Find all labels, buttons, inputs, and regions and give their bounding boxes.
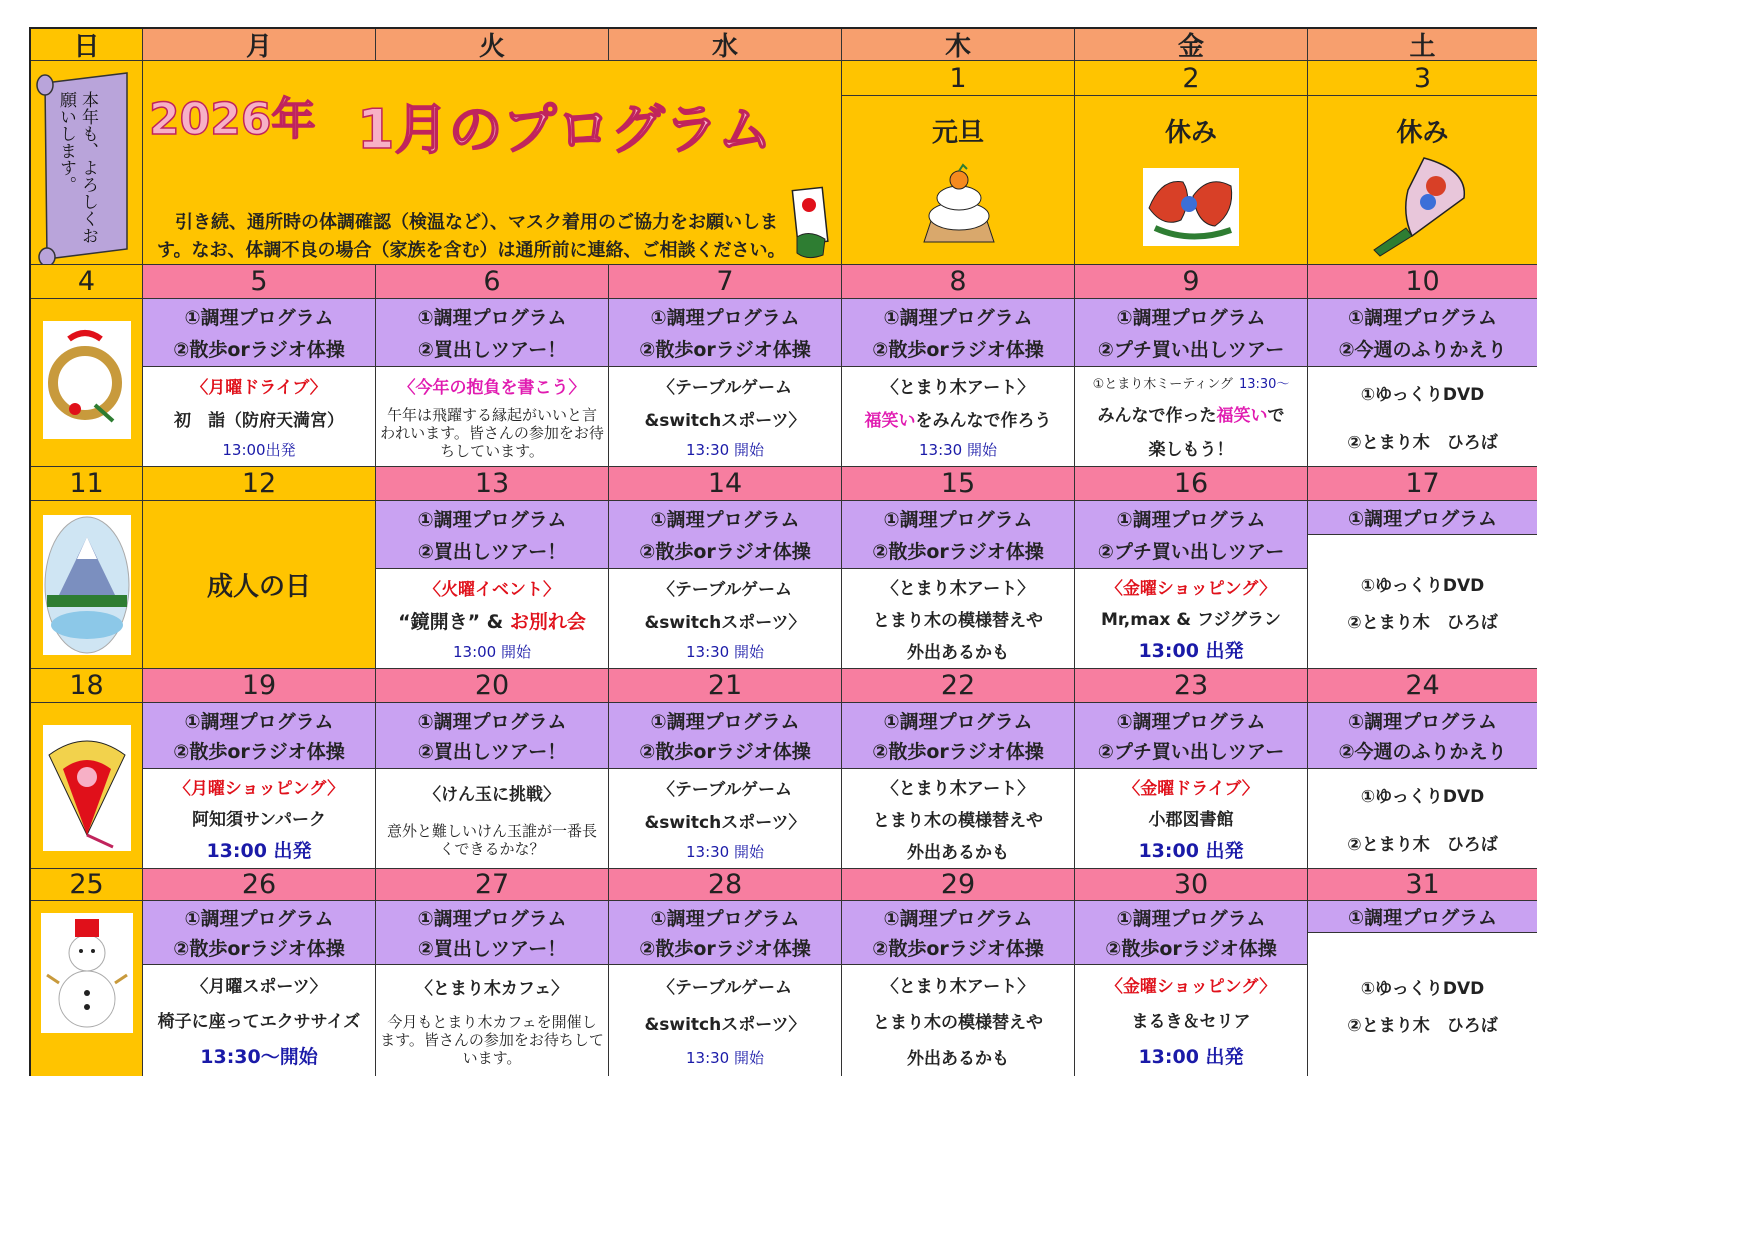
- day-number: 29: [842, 869, 1075, 901]
- calendar: [29, 27, 1537, 1076]
- week2-illustration-cell: [31, 501, 143, 669]
- event-cell: [1308, 367, 1537, 467]
- event-text: 福笑い: [1216, 405, 1268, 426]
- event-cell: [376, 965, 609, 1076]
- weekday-label: 水: [711, 32, 738, 61]
- event-title: 〈とまり木アート〉: [881, 779, 1035, 800]
- program-line: ②今週のふりかえり: [1338, 338, 1507, 361]
- day-number: 21: [609, 669, 842, 703]
- meeting-label: ①とまり木ミーティング: [1092, 377, 1233, 393]
- program-cell: [609, 299, 842, 367]
- snowman-icon: [41, 913, 133, 1033]
- event-time: 13:00 出発: [1138, 640, 1244, 662]
- event-title: 〈とまり木カフェ〉: [415, 979, 569, 999]
- event-text: 椅子に座ってエクササイズ: [157, 1012, 361, 1032]
- day-number: 27: [376, 869, 609, 901]
- program-cell: [1075, 703, 1308, 769]
- event-line: [865, 406, 1052, 431]
- event-time: 13:30 開始: [686, 441, 764, 459]
- program-line: ②散歩orラジオ体操: [639, 540, 811, 563]
- program-line: ①調理プログラム: [883, 509, 1033, 532]
- program-cell: [609, 501, 842, 569]
- event-cell: [376, 569, 609, 669]
- program-line: ①調理プログラム: [1308, 501, 1537, 535]
- program-cell: [143, 703, 376, 769]
- shimekazari-icon: [43, 321, 131, 439]
- program-line: ②散歩orラジオ体操: [173, 937, 345, 960]
- program-cell: [376, 501, 609, 569]
- weekday-label: 土: [1409, 32, 1436, 61]
- event-cell: [143, 769, 376, 869]
- event-text: とまり木の模様替えや: [873, 610, 1043, 631]
- program-cell: [842, 501, 1075, 569]
- day-number: 28: [609, 869, 842, 901]
- greeting-cell: [31, 61, 143, 265]
- event-text: &switchスポーツ〉: [644, 1015, 806, 1035]
- event-title: 〈月曜ドライブ〉: [191, 378, 327, 398]
- kadomatsu-sign-icon: [789, 185, 833, 261]
- title-year: 2026年: [149, 94, 316, 145]
- event-cell: [1075, 367, 1308, 467]
- program-line: ②散歩orラジオ体操: [639, 937, 811, 960]
- event-cell: [376, 367, 609, 467]
- day-number: 22: [842, 669, 1075, 703]
- program-line: ②散歩orラジオ体操: [1105, 937, 1277, 960]
- event-title: 〈とまり木アート〉: [881, 977, 1035, 998]
- greeting-text: 本年も、よろしくお願いします。: [56, 91, 98, 244]
- event-time: 楽しもう！: [1148, 439, 1234, 460]
- weekday-label: 火: [478, 32, 505, 61]
- holiday-label: 休み: [1396, 118, 1449, 148]
- program-cell: [842, 901, 1075, 965]
- event-line: ②とまり木 ひろば: [1347, 1015, 1498, 1036]
- event-text: ②とまり木 ひろば: [1347, 834, 1498, 855]
- event-title: ①ゆっくりDVD: [1360, 385, 1485, 406]
- event-time: 13:30 開始: [686, 643, 764, 661]
- weekday-label: 日: [73, 32, 100, 61]
- event-cell: [143, 367, 376, 467]
- program-line: ②プチ買い出しツアー: [1097, 338, 1285, 361]
- event-time: 外出あるかも: [907, 1048, 1009, 1069]
- event-title: 〈金曜ショッピング〉: [1105, 977, 1277, 997]
- program-line: ①調理プログラム: [650, 307, 800, 330]
- event-title: 〈とまり木アート〉: [881, 579, 1035, 600]
- day-number: 31: [1308, 869, 1537, 901]
- shishimai-icon: [1143, 168, 1239, 246]
- program-line: ①調理プログラム: [650, 509, 800, 532]
- program-line: ②買出しツアー！: [417, 937, 567, 960]
- program-cell: [609, 901, 842, 965]
- event-title: 〈テーブルゲーム: [657, 378, 793, 398]
- program-line: ①調理プログラム: [184, 908, 334, 931]
- event-text: みんなで作った: [1097, 405, 1217, 426]
- day-number: 17: [1308, 467, 1537, 501]
- day-number: 2: [1075, 61, 1307, 96]
- event-cell: [609, 965, 842, 1076]
- day-cell-2: [1075, 61, 1308, 265]
- program-cell: [376, 299, 609, 367]
- day-number: 23: [1075, 669, 1308, 703]
- event-text: &switchスポーツ〉: [644, 613, 806, 633]
- event-text: 初 詣（防府天満宮）: [174, 411, 344, 431]
- title-month: 1月のプログラム: [357, 98, 773, 161]
- notice-text: 引き続、通所時の体調確認（検温など）、マスク着用のご協力をお願いします。なお、体調不良の場合（家族を含む）は通所前に連絡、ご相談ください。: [157, 212, 786, 261]
- day-number: 12: [143, 467, 376, 501]
- event-time: 13:30〜開始: [200, 1046, 318, 1068]
- program-line: ②散歩orラジオ体操: [639, 741, 811, 764]
- day-number: 8: [842, 265, 1075, 299]
- program-line: ①調理プログラム: [650, 908, 800, 931]
- program-line: ②散歩orラジオ体操: [173, 338, 345, 361]
- title-area: [143, 61, 842, 265]
- day-number: 19: [143, 669, 376, 703]
- day-number: 5: [143, 265, 376, 299]
- program-line: ①調理プログラム: [883, 908, 1033, 931]
- day-number: 26: [143, 869, 376, 901]
- program-line: ①調理プログラム: [1348, 710, 1497, 733]
- program-line: ②散歩orラジオ体操: [872, 540, 1044, 563]
- day-number-sun: 18: [31, 669, 143, 703]
- event-text: まるき＆セリア: [1131, 1012, 1251, 1032]
- event-cell: [1308, 933, 1537, 1076]
- day-number: 15: [842, 467, 1075, 501]
- event-cell: [609, 769, 842, 869]
- day-number: 24: [1308, 669, 1537, 703]
- day-number: 10: [1308, 265, 1537, 299]
- weekday-label: 月: [245, 32, 272, 61]
- day-number-sun: 25: [31, 869, 143, 901]
- weekday-sun: [31, 29, 143, 61]
- event-title: 〈今年の抱負を書こう〉: [398, 378, 586, 398]
- day-number: 9: [1075, 265, 1308, 299]
- meeting-time: 13:30〜: [1238, 377, 1290, 393]
- event-text: とまり木の模様替えや: [873, 1012, 1043, 1033]
- event-title: 〈月曜スポーツ〉: [191, 977, 327, 997]
- day-number: 6: [376, 265, 609, 299]
- day-number-sun: 4: [31, 265, 143, 299]
- program-line: ①調理プログラム: [184, 307, 334, 330]
- event-cell: [842, 367, 1075, 467]
- event-text: &switchスポーツ〉: [644, 411, 806, 431]
- event-time: 外出あるかも: [907, 842, 1009, 863]
- day-number: 3: [1308, 61, 1537, 96]
- event-title: 〈火曜イベント〉: [424, 579, 560, 600]
- program-cell: [376, 901, 609, 965]
- event-text: &switchスポーツ〉: [644, 813, 806, 833]
- program-line: ②プチ買い出しツアー: [1097, 741, 1285, 764]
- event-cell: [1075, 569, 1308, 669]
- day-cell-3: [1308, 61, 1537, 265]
- weekday-mon: [143, 29, 376, 61]
- day-number: 13: [376, 467, 609, 501]
- event-line: ②とまり木 ひろば: [1347, 612, 1498, 633]
- weekday-label: 木: [944, 32, 971, 61]
- program-line: ②買出しツアー！: [417, 540, 567, 563]
- program-cell: [609, 703, 842, 769]
- weekday-label: 金: [1177, 32, 1204, 61]
- event-title: 〈テーブルゲーム: [657, 978, 793, 998]
- event-title: 〈月曜ショッピング〉: [173, 779, 345, 799]
- event-title: 〈テーブルゲーム: [657, 780, 793, 800]
- program-line: ①調理プログラム: [1116, 509, 1266, 532]
- weekday-fri: [1075, 29, 1308, 61]
- program-line: ①調理プログラム: [417, 908, 567, 931]
- folding-fan-icon: [43, 725, 131, 851]
- event-time: 13:00出発: [222, 441, 296, 459]
- event-cell: [1075, 769, 1308, 869]
- weekday-wed: [609, 29, 842, 61]
- program-line: ②買出しツアー！: [417, 741, 567, 764]
- event-line: [398, 607, 586, 634]
- program-cell: [842, 703, 1075, 769]
- event-text: 今月もとまり木カフェを開催します。皆さんの参加をお待ちしています。: [380, 1013, 604, 1067]
- event-time: 13:30 開始: [686, 1049, 764, 1067]
- event-line: [1098, 401, 1285, 426]
- day-number: 7: [609, 265, 842, 299]
- event-cell: [609, 367, 842, 467]
- week4-illustration-cell: [31, 901, 143, 1076]
- program-line: ②今週のふりかえり: [1338, 741, 1507, 764]
- program-cell: [1075, 299, 1308, 367]
- weekday-sat: [1308, 29, 1537, 61]
- program-line: ①調理プログラム: [883, 710, 1033, 733]
- week1-illustration-cell: [31, 299, 143, 467]
- event-text: をみんなで作ろう: [915, 411, 1052, 431]
- event-text: とまり木の模様替えや: [873, 810, 1043, 831]
- program-cell: [1075, 901, 1308, 965]
- event-title: 〈金曜ショッピング〉: [1105, 579, 1277, 599]
- program-cell: [842, 299, 1075, 367]
- program-line: ①調理プログラム: [1116, 908, 1266, 931]
- program-line: ①調理プログラム: [650, 710, 800, 733]
- event-line: ①ゆっくりDVD: [1360, 575, 1485, 596]
- event-text: 阿知須サンパーク: [192, 810, 326, 830]
- event-cell: [143, 965, 376, 1076]
- program-cell: [143, 901, 376, 965]
- day-number: 30: [1075, 869, 1308, 901]
- day-number-sun: 11: [31, 467, 143, 501]
- holiday-label: 休み: [1164, 118, 1217, 148]
- event-text: 福笑い: [864, 411, 916, 431]
- program-line: ②散歩orラジオ体操: [872, 741, 1044, 764]
- event-line: [1093, 373, 1290, 392]
- event-cell: [842, 769, 1075, 869]
- program-line: ②散歩orラジオ体操: [173, 741, 345, 764]
- event-time: 13:00 出発: [206, 840, 312, 862]
- event-time: 13:30 開始: [919, 441, 997, 459]
- program-line: ①調理プログラム: [417, 307, 567, 330]
- event-text: “鏡開き” &: [398, 610, 510, 633]
- event-title: 〈けん玉に挑戦〉: [424, 784, 560, 805]
- program-cell: [376, 703, 609, 769]
- program-line: ①調理プログラム: [1116, 307, 1266, 330]
- event-text: で: [1267, 405, 1285, 426]
- program-line: ①調理プログラム: [883, 307, 1033, 330]
- day-number: 1: [842, 61, 1074, 96]
- event-cell: [842, 965, 1075, 1076]
- holiday-label: 元旦: [931, 118, 984, 148]
- event-time: 13:30 開始: [686, 843, 764, 861]
- event-title: ①ゆっくりDVD: [1360, 787, 1485, 808]
- program-line: ②プチ買い出しツアー: [1097, 540, 1285, 563]
- program-line: ②散歩orラジオ体操: [872, 338, 1044, 361]
- event-text: 午年は飛躍する縁起がいいと言われいます。皆さんの参加をお待ちしています。: [380, 406, 604, 460]
- program-cell: [143, 299, 376, 367]
- program-line: ①調理プログラム: [1308, 901, 1537, 933]
- program-line: ①調理プログラム: [1116, 710, 1266, 733]
- event-title: 〈テーブルゲーム: [657, 580, 793, 600]
- day-number: 14: [609, 467, 842, 501]
- weekday-thu: [842, 29, 1075, 61]
- holiday-cell: 成人の日: [143, 501, 376, 669]
- event-text: お別れ会: [509, 610, 586, 633]
- kagami-mochi-icon: [914, 160, 1004, 250]
- event-line: ①ゆっくりDVD: [1360, 978, 1485, 999]
- event-text: Mr,max & フジグラン: [1100, 610, 1282, 630]
- event-cell: [1308, 535, 1537, 669]
- program-line: ①調理プログラム: [184, 710, 334, 733]
- week3-illustration-cell: [31, 703, 143, 869]
- hagoita-icon: [1368, 150, 1478, 260]
- program-line: ②散歩orラジオ体操: [639, 338, 811, 361]
- day-number: 20: [376, 669, 609, 703]
- event-time: 13:00 開始: [453, 643, 531, 662]
- program-cell: [1308, 703, 1537, 769]
- program-line: ①調理プログラム: [1348, 307, 1497, 330]
- program-cell: [1075, 501, 1308, 569]
- program-line: ①調理プログラム: [417, 710, 567, 733]
- event-cell: [609, 569, 842, 669]
- program-line: ②買出しツアー！: [417, 338, 567, 361]
- event-title: 〈金曜ドライブ〉: [1123, 779, 1259, 799]
- event-text: 小郡図書館: [1148, 810, 1234, 830]
- event-time: 外出あるかも: [907, 642, 1009, 663]
- day-cell-1: [842, 61, 1075, 265]
- weekday-tue: [376, 29, 609, 61]
- event-time: 13:00 出発: [1138, 840, 1244, 862]
- program-cell: [1308, 299, 1537, 367]
- event-cell: [376, 769, 609, 869]
- mount-fuji-icon: [43, 515, 131, 655]
- day-number: 16: [1075, 467, 1308, 501]
- event-title: 〈とまり木アート〉: [881, 378, 1035, 398]
- event-cell: [1075, 965, 1308, 1076]
- event-text: ②とまり木 ひろば: [1347, 432, 1498, 453]
- program-line: ①調理プログラム: [417, 509, 567, 532]
- program-line: ②散歩orラジオ体操: [872, 937, 1044, 960]
- event-time: 13:00 出発: [1138, 1046, 1244, 1068]
- event-cell: [1308, 769, 1537, 869]
- event-cell: [842, 569, 1075, 669]
- event-text: 意外と難しいけん玉誰が一番長くできるかな？: [386, 821, 597, 858]
